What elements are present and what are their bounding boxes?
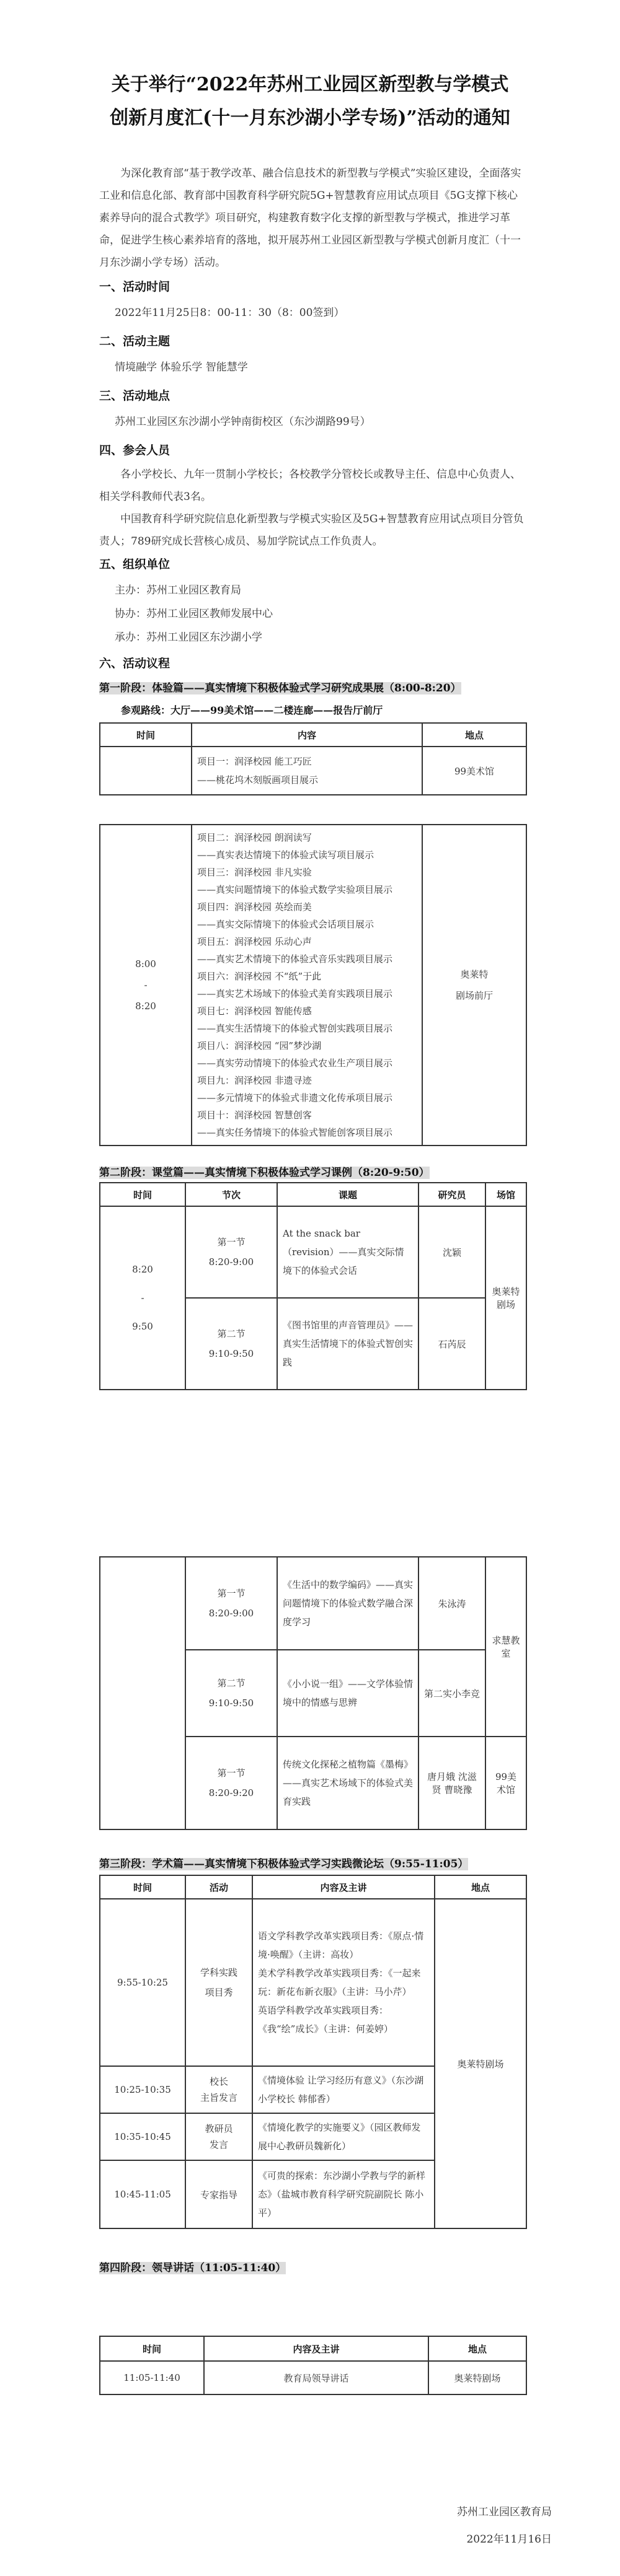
content-line: ——桃花坞木刻版画项目展示 (197, 774, 319, 786)
stage2-table-a (99, 1182, 527, 1390)
cell-activity (185, 1899, 252, 2066)
time-dash: - (141, 1292, 144, 1303)
section-agenda-heading: 六、活动议程 (99, 657, 170, 670)
period-name: 第一节 (217, 1237, 246, 1248)
header-time: 时间 (100, 2336, 204, 2361)
cell-time: 10:35-10:45 (100, 2113, 185, 2160)
cell-period (185, 1206, 277, 1298)
period-time: 8:20-9:00 (208, 1608, 254, 1619)
stage1-table-a (99, 722, 527, 795)
topic-line: 《图书馆里的声音管理员》——真实生活情境下的体验式智创实践 (283, 1320, 414, 1368)
signature-date: 2022年11月16日 (466, 2533, 552, 2546)
stage1-label: 第一阶段：体验篇——真实情境下积极体验式学习研究成果展（8:00-8:20） (99, 682, 461, 694)
stage3-table (99, 1875, 527, 2229)
cell-venue: 奥莱特剧场 (485, 1206, 526, 1390)
title-line-1: 关于举行“2022年苏州工业园区新型教与学模式 (111, 74, 509, 95)
time-start: 8:20 (132, 1264, 153, 1275)
project-line: 项目九：润泽校园 非遗寻迹 (197, 1075, 312, 1086)
intro-paragraph: 为深化教育部“基于教学改革、融合信息技术的新型教与学模式”实验区建设，全面落实工业和信息化部、教育部中国教育科学研究院5G+智慧教育应用试点项目《5G支撑下核心素养导向的混合式教学》项目研究，构建教育数字化支撑的新型教与学模式，推进学习革命，促进学生核心素养培育的落地，拟开展苏州工业园区新型教与学模式创新月度汇（十一月东沙湖小学专场）活动。 (99, 167, 521, 269)
activity-line: 项目秀 (205, 1987, 233, 1998)
header-topic: 课题 (277, 1183, 418, 1206)
period-time: 9:10-9:50 (208, 1348, 254, 1359)
stage1-route: 参观路线：大厅——99美术馆——二楼连廊——报告厅前厅 (121, 704, 383, 716)
header-venue: 地点 (428, 2336, 526, 2361)
cell-venue: 求慧教室 (485, 1557, 526, 1737)
cell-time: 10:45-11:05 (100, 2160, 185, 2228)
activity-line: 发言 (209, 2139, 228, 2150)
project-line: 项目十：润泽校园 智慧创客 (197, 1110, 312, 1121)
cell-location: 99美术馆 (422, 747, 526, 795)
activity-line: 学科实践 (200, 1967, 237, 1978)
cell-time: 9:55-10:25 (100, 1899, 185, 2066)
section-time-value: 2022年11月25日8：00-11：30（8：00签到） (115, 307, 345, 319)
activity-line: 教研员 (205, 2123, 233, 2134)
cell-content (252, 1899, 435, 2066)
cell-period (185, 1298, 277, 1390)
topic-line: （revision）——真实交际情境下的体验式会话 (283, 1246, 404, 1276)
cell-researcher: 第二实小李竞 (418, 1650, 485, 1737)
period-name: 第二节 (217, 1328, 246, 1339)
cell-time: 10:25-10:35 (100, 2066, 185, 2113)
project-line: 项目六：润泽校园 不“纸”于此 (197, 971, 322, 982)
title-line-2: 创新月度汇(十一月东沙湖小学专场)”活动的通知 (110, 107, 510, 129)
cell-topic (277, 1206, 418, 1298)
activity-line: 主旨发言 (200, 2092, 237, 2103)
project-line: ——真实艺术场域下的体验式美育实践项目展示 (197, 988, 393, 999)
content-line: 美术学科教学改革实践项目秀：《一起来玩：新花布新衣服》（主讲：马小芹） (258, 1968, 421, 1997)
header-venue: 场馆 (485, 1183, 526, 1206)
project-line: 项目三：润泽校园 非凡实验 (197, 867, 312, 878)
project-line: ——真实生活情境下的体验式智创实践项目展示 (197, 1023, 393, 1034)
section-place-value: 苏州工业园区东沙湖小学钟南街校区（东沙湖路99号） (115, 416, 371, 428)
header-time: 时间 (100, 723, 192, 747)
topic-line: At the snack bar (283, 1228, 360, 1239)
project-line: ——真实问题情境下的体验式数学实验项目展示 (197, 884, 393, 895)
header-content: 内容 (192, 723, 422, 747)
cell-topic: 《生活中的数学编码》——真实问题情境下的体验式数学融合深度学习 (277, 1557, 418, 1650)
project-line: ——多元情境下的体验式非遗文化传承项目展示 (197, 1092, 393, 1103)
cell-time-empty (100, 1557, 185, 1829)
project-line: ——真实任务情境下的体验式智能创客项目展示 (197, 1127, 393, 1138)
section-people-value-2: 中国教育科学研究院信息化新型教与学模式实验区及5G+智慧教育应用试点项目分管负责人；789研究成长营核心成员、易加学院试点工作负责人。 (99, 513, 524, 548)
project-line: 项目八：润泽校园 “园”梦沙湖 (197, 1040, 322, 1051)
section-people-heading: 四、参会人员 (99, 444, 170, 457)
header-venue: 地点 (435, 1875, 526, 1899)
cell-researcher: 朱泳涛 (418, 1557, 485, 1650)
stage2-table-b (99, 1556, 527, 1830)
cell-researcher: 沈颖 (418, 1206, 485, 1298)
cell-venue: 奥莱特剧场 (435, 1899, 526, 2228)
period-name: 第二节 (217, 1678, 246, 1689)
period-time: 9:10-9:50 (208, 1698, 254, 1709)
section-theme-heading: 二、活动主题 (99, 335, 170, 348)
stage4-table (99, 2336, 527, 2395)
period-name: 第一节 (217, 1588, 246, 1599)
section-theme-value: 情境融学 体验乐学 智能慧学 (115, 361, 248, 374)
project-line: 项目七：润泽校园 智能传感 (197, 1005, 312, 1017)
header-period: 节次 (185, 1183, 277, 1206)
cell-activity (185, 2066, 252, 2113)
header-time: 时间 (100, 1183, 185, 1206)
section-people-value: 各小学校长、九年一贯制小学校长；各校教学分管校长或教导主任、信息中心负责人、相关学科教师代表3名。 (99, 468, 521, 503)
cell-time: 11:05-11:40 (100, 2361, 204, 2394)
project-line: ——真实交际情境下的体验式会话项目展示 (197, 919, 374, 930)
signature-org: 苏州工业园区教育局 (457, 2506, 552, 2518)
project-line: 项目四：润泽校园 英绘而美 (197, 901, 312, 913)
project-line: ——真实劳动情境下的体验式农业生产项目展示 (197, 1058, 393, 1069)
stage3-label: 第三阶段：学术篇——真实情境下积极体验式学习实践微论坛（9:55-11:05） (99, 1858, 469, 1870)
stage4-label: 第四阶段：领导讲话（11:05-11:40） (99, 2262, 286, 2274)
cell-content: 教育局领导讲话 (204, 2361, 428, 2394)
cell-researcher: 唐月娥 沈滋贤 曹晓豫 (418, 1737, 485, 1829)
cell-period (185, 1650, 277, 1737)
project-line: 项目二：润泽校园 朗润读写 (197, 832, 312, 843)
org-co-host: 协办：苏州工业园区教师发展中心 (115, 608, 273, 620)
content-line: 项目一：润泽校园 能工巧匠 (197, 756, 312, 767)
cell-period (185, 1737, 277, 1829)
cell-content: 《情境体验 让学习经历有意义》（东沙湖小学校长 韩郁香） (252, 2066, 435, 2113)
time-dash: - (144, 979, 148, 991)
cell-location (422, 825, 526, 1146)
cell-content (192, 747, 422, 795)
cell-topic (277, 1298, 418, 1390)
activity-line: 校长 (209, 2076, 228, 2087)
header-activity: 活动 (185, 1875, 252, 1899)
location-line: 奥莱特 (460, 969, 489, 980)
section-org-heading: 五、组织单位 (99, 558, 170, 571)
header-time: 时间 (100, 1875, 185, 1899)
period-time: 8:20-9:20 (208, 1787, 254, 1798)
cell-content: 《可贵的探索：东沙湖小学教与学的新样态》（盐城市教育科学研究院副院长 陈小平） (252, 2160, 435, 2228)
header-location: 地点 (422, 723, 526, 747)
period-name: 第一节 (217, 1768, 246, 1779)
project-line: ——真实表达情境下的体验式读写项目展示 (197, 849, 374, 861)
stage2-label: 第二阶段：课堂篇——真实情境下积极体验式学习课例（8:20-9:50） (99, 1167, 430, 1179)
cell-time (100, 1206, 185, 1390)
cell-activity (185, 2113, 252, 2160)
stage1-table-b (99, 824, 527, 1146)
section-time-heading: 一、活动时间 (99, 280, 170, 294)
time-end: 9:50 (132, 1321, 153, 1332)
org-host: 主办：苏州工业园区教育局 (115, 584, 241, 597)
cell-time-empty (100, 747, 192, 795)
content-line: 英语学科教学改革实践项目秀：《我“绘”成长》（主讲：何姜婷） (258, 2005, 393, 2035)
time-end: 8:20 (135, 1001, 156, 1012)
project-line: ——真实艺术情境下的体验式音乐实践项目展示 (197, 953, 393, 965)
cell-researcher: 石芮辰 (418, 1298, 485, 1390)
cell-period (185, 1557, 277, 1650)
cell-venue: 奥莱特剧场 (428, 2361, 526, 2394)
org-organizer: 承办：苏州工业园区东沙湖小学 (115, 631, 262, 644)
section-place-heading: 三、活动地点 (99, 389, 170, 403)
period-time: 8:20-9:00 (208, 1256, 254, 1268)
cell-time (100, 825, 192, 1146)
cell-content: 《情境化教学的实施要义》（园区教师发展中心教研员魏新化） (252, 2113, 435, 2160)
project-line: 项目五：润泽校园 乐动心声 (197, 936, 312, 947)
cell-activity: 专家指导 (185, 2160, 252, 2228)
cell-topic: 《小小说一组》——文学体验情境中的情感与思辨 (277, 1650, 418, 1737)
cell-topic: 传统文化探秘之植物篇《墨梅》——真实艺术场域下的体验式美育实践 (277, 1737, 418, 1829)
time-start: 8:00 (135, 958, 156, 970)
header-content: 内容及主讲 (204, 2336, 428, 2361)
header-content: 内容及主讲 (252, 1875, 435, 1899)
content-line: 语文学科教学改革实践项目秀：《原点·情境·唤醒》（主讲：高妆） (258, 1930, 424, 1960)
header-researcher: 研究员 (418, 1183, 485, 1206)
cell-venue: 99美术馆 (485, 1737, 526, 1829)
cell-project-list (192, 825, 422, 1146)
location-line: 剧场前厅 (455, 990, 493, 1001)
